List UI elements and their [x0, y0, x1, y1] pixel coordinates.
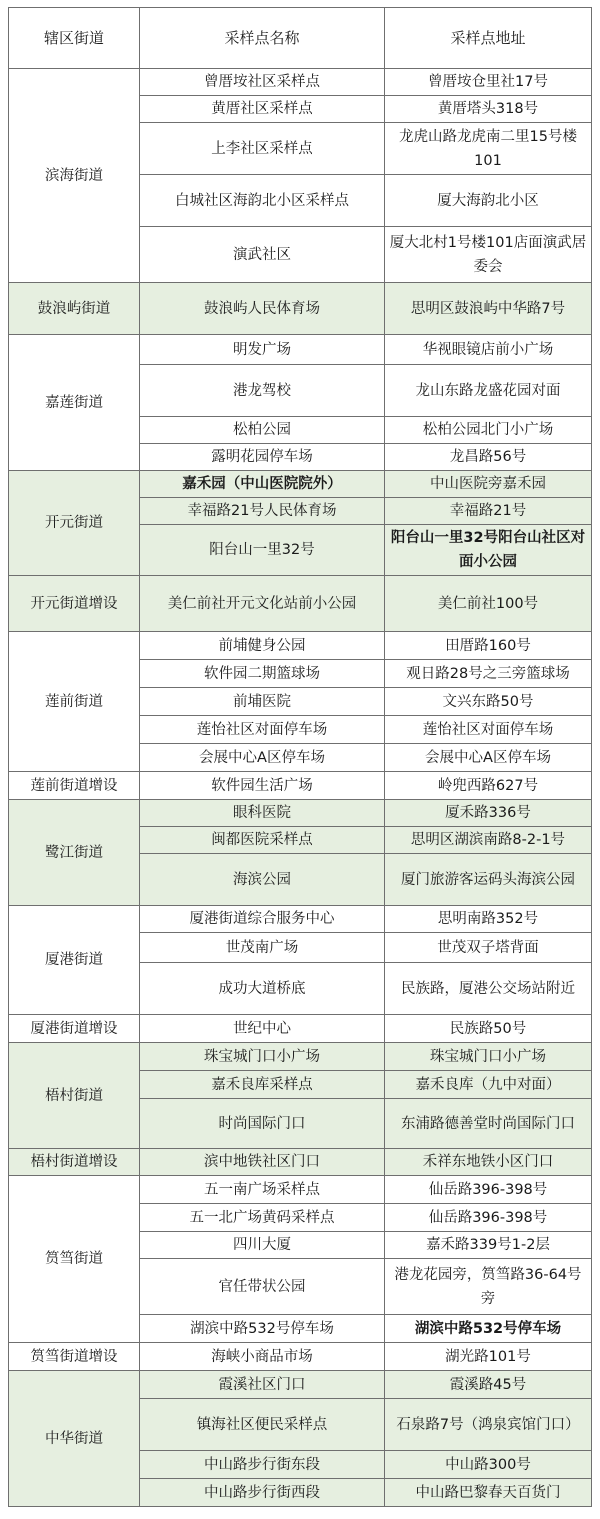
site-address-cell: 厦门旅游客运码头海滨公园	[385, 854, 592, 906]
table-row	[9, 1043, 592, 1071]
site-name-cell: 海峡小商品市场	[140, 1343, 385, 1371]
site-address-cell: 思明区湖滨南路8-2-1号	[385, 827, 592, 854]
site-address-cell: 黄厝塔头318号	[385, 96, 592, 123]
site-name-cell: 前埔健身公园	[140, 632, 385, 660]
site-address-cell: 民族路，厦港公交场站附近	[385, 963, 592, 1015]
site-name-cell: 白城社区海韵北小区采样点	[140, 175, 385, 227]
site-name-cell: 美仁前社开元文化站前小公园	[140, 576, 385, 632]
site-name-cell: 曾厝垵社区采样点	[140, 69, 385, 96]
site-name-cell: 港龙驾校	[140, 365, 385, 417]
site-address-cell: 禾祥东地铁小区门口	[385, 1149, 592, 1176]
site-name-cell: 时尚国际门口	[140, 1099, 385, 1149]
site-name-cell: 幸福路21号人民体育场	[140, 498, 385, 525]
table-header-row	[9, 8, 592, 69]
district-cell: 厦港街道增设	[9, 1015, 140, 1043]
site-name-cell: 珠宝城门口小广场	[140, 1043, 385, 1071]
site-name-cell: 莲怡社区对面停车场	[140, 716, 385, 744]
site-name-cell: 四川大厦	[140, 1232, 385, 1259]
district-cell: 筼筜街道增设	[9, 1343, 140, 1371]
header-district: 辖区街道	[9, 8, 140, 69]
site-address-cell: 中山医院旁嘉禾园	[385, 471, 592, 498]
district-cell: 莲前街道增设	[9, 772, 140, 800]
header-site-name: 采样点名称	[140, 8, 385, 69]
site-address-cell: 厦禾路336号	[385, 800, 592, 827]
table-row	[9, 576, 592, 632]
site-address-cell: 中山路300号	[385, 1451, 592, 1479]
district-cell: 开元街道增设	[9, 576, 140, 632]
table-body	[9, 69, 592, 1507]
site-address-cell: 仙岳路396-398号	[385, 1176, 592, 1204]
district-cell: 厦港街道	[9, 906, 140, 1015]
site-address-cell: 厦大海韵北小区	[385, 175, 592, 227]
site-name-cell: 前埔医院	[140, 688, 385, 716]
site-name-cell: 上李社区采样点	[140, 123, 385, 175]
district-cell: 梧村街道	[9, 1043, 140, 1149]
site-name-cell: 滨中地铁社区门口	[140, 1149, 385, 1176]
site-name-cell: 中山路步行街东段	[140, 1451, 385, 1479]
site-name-cell: 闽都医院采样点	[140, 827, 385, 854]
district-cell: 开元街道	[9, 471, 140, 576]
site-name-cell: 世茂南广场	[140, 933, 385, 963]
site-name-cell: 海滨公园	[140, 854, 385, 906]
site-address-cell: 珠宝城门口小广场	[385, 1043, 592, 1071]
site-name-cell: 湖滨中路532号停车场	[140, 1315, 385, 1343]
site-name-cell: 软件园二期篮球场	[140, 660, 385, 688]
site-address-cell: 港龙花园旁，筼筜路36-64号旁	[385, 1259, 592, 1315]
table-row	[9, 800, 592, 827]
district-cell: 鹭江街道	[9, 800, 140, 906]
site-address-cell: 湖滨中路532号停车场	[385, 1315, 592, 1343]
district-cell: 嘉莲街道	[9, 335, 140, 471]
table-row	[9, 1343, 592, 1371]
site-address-cell: 会展中心A区停车场	[385, 744, 592, 772]
district-cell: 滨海街道	[9, 69, 140, 283]
site-name-cell: 官任带状公园	[140, 1259, 385, 1315]
site-address-cell: 霞溪路45号	[385, 1371, 592, 1399]
site-name-cell: 演武社区	[140, 227, 385, 283]
site-address-cell: 世茂双子塔背面	[385, 933, 592, 963]
header-site-address: 采样点地址	[385, 8, 592, 69]
table-row	[9, 906, 592, 933]
site-address-cell: 阳台山一里32号阳台山社区对面小公园	[385, 525, 592, 576]
district-cell: 鼓浪屿街道	[9, 283, 140, 335]
sampling-points-table	[8, 7, 592, 1507]
site-name-cell: 镇海社区便民采样点	[140, 1399, 385, 1451]
site-name-cell: 厦港街道综合服务中心	[140, 906, 385, 933]
site-address-cell: 思明南路352号	[385, 906, 592, 933]
site-address-cell: 嘉禾良库（九中对面）	[385, 1071, 592, 1099]
table-row	[9, 335, 592, 365]
district-cell: 筼筜街道	[9, 1176, 140, 1343]
site-address-cell: 幸福路21号	[385, 498, 592, 525]
site-name-cell: 世纪中心	[140, 1015, 385, 1043]
district-cell: 中华街道	[9, 1371, 140, 1507]
site-name-cell: 霞溪社区门口	[140, 1371, 385, 1399]
site-address-cell: 民族路50号	[385, 1015, 592, 1043]
site-name-cell: 阳台山一里32号	[140, 525, 385, 576]
site-name-cell: 会展中心A区停车场	[140, 744, 385, 772]
site-name-cell: 鼓浪屿人民体育场	[140, 283, 385, 335]
site-address-cell: 岭兜西路627号	[385, 772, 592, 800]
site-name-cell: 松柏公园	[140, 417, 385, 444]
table-row	[9, 1149, 592, 1176]
site-address-cell: 龙昌路56号	[385, 444, 592, 471]
site-name-cell: 中山路步行街西段	[140, 1479, 385, 1507]
site-address-cell: 田厝路160号	[385, 632, 592, 660]
site-address-cell: 莲怡社区对面停车场	[385, 716, 592, 744]
site-name-cell: 眼科医院	[140, 800, 385, 827]
site-name-cell: 明发广场	[140, 335, 385, 365]
site-address-cell: 东浦路德善堂时尚国际门口	[385, 1099, 592, 1149]
site-address-cell: 仙岳路396-398号	[385, 1204, 592, 1232]
site-address-cell: 龙山东路龙盛花园对面	[385, 365, 592, 417]
site-name-cell: 成功大道桥底	[140, 963, 385, 1015]
site-address-cell: 中山路巴黎春天百货门	[385, 1479, 592, 1507]
table-row	[9, 1176, 592, 1204]
site-name-cell: 嘉禾园（中山医院院外）	[140, 471, 385, 498]
site-address-cell: 龙虎山路龙虎南二里15号楼101	[385, 123, 592, 175]
site-name-cell: 嘉禾良库采样点	[140, 1071, 385, 1099]
district-cell: 莲前街道	[9, 632, 140, 772]
site-name-cell: 五一南广场采样点	[140, 1176, 385, 1204]
site-name-cell: 五一北广场黄码采样点	[140, 1204, 385, 1232]
site-address-cell: 湖光路101号	[385, 1343, 592, 1371]
site-address-cell: 曾厝垵仓里社17号	[385, 69, 592, 96]
site-address-cell: 嘉禾路339号1-2层	[385, 1232, 592, 1259]
site-address-cell: 美仁前社100号	[385, 576, 592, 632]
site-name-cell: 黄厝社区采样点	[140, 96, 385, 123]
table-row	[9, 632, 592, 660]
site-address-cell: 厦大北村1号楼101店面演武居委会	[385, 227, 592, 283]
site-name-cell: 露明花园停车场	[140, 444, 385, 471]
site-address-cell: 松柏公园北门小广场	[385, 417, 592, 444]
table-row	[9, 283, 592, 335]
table-row	[9, 69, 592, 96]
table-row	[9, 1371, 592, 1399]
site-address-cell: 文兴东路50号	[385, 688, 592, 716]
site-name-cell: 软件园生活广场	[140, 772, 385, 800]
site-address-cell: 华视眼镜店前小广场	[385, 335, 592, 365]
table-row	[9, 772, 592, 800]
site-address-cell: 思明区鼓浪屿中华路7号	[385, 283, 592, 335]
district-cell: 梧村街道增设	[9, 1149, 140, 1176]
table-row	[9, 1015, 592, 1043]
site-address-cell: 石泉路7号（鸿泉宾馆门口）	[385, 1399, 592, 1451]
site-address-cell: 观日路28号之三旁篮球场	[385, 660, 592, 688]
table-row	[9, 471, 592, 498]
